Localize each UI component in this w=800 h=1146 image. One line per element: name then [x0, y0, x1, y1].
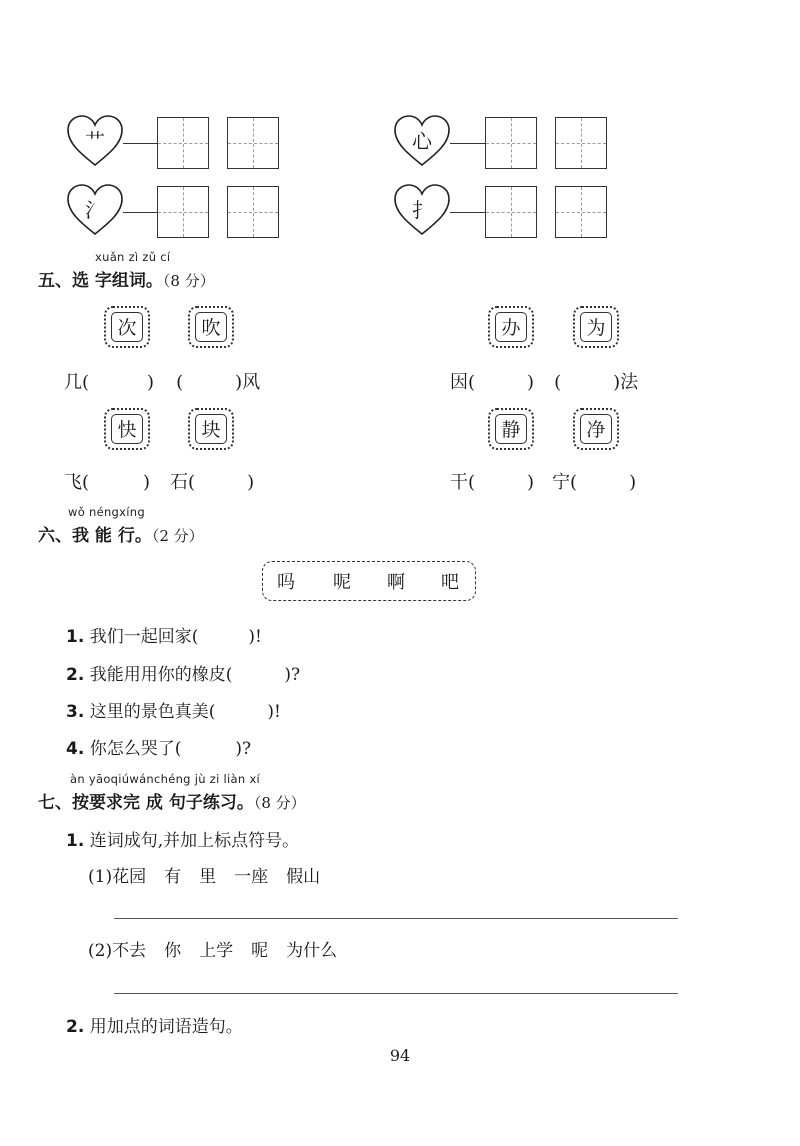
blank-right-text: )风: [235, 372, 261, 393]
writing-box[interactable]: [555, 186, 607, 238]
section6-title: 六、我 能 行。: [38, 526, 152, 546]
writing-box[interactable]: [485, 186, 537, 238]
item-number: 2.: [66, 1017, 85, 1037]
word: 有: [164, 867, 182, 887]
section6-pinyin: wǒ néngxíng: [68, 505, 145, 519]
connector-line: [450, 212, 486, 213]
radical-heart: [66, 115, 124, 167]
connector-line: [123, 212, 158, 213]
stamp-char: 次: [111, 312, 143, 342]
char-stamp: [188, 408, 234, 450]
section7-points: （8 分）: [253, 794, 306, 812]
section5-heading: [38, 266, 215, 291]
word: 里: [199, 867, 217, 887]
section7-pinyin: àn yāoqiúwánchéng jù zi liàn xí: [70, 772, 261, 786]
item-text: 这里的景色真美(: [89, 702, 216, 722]
fill-blank-row: [64, 468, 254, 494]
writing-box[interactable]: [157, 186, 209, 238]
item-number: 1.: [66, 831, 85, 851]
word-order-row: [88, 936, 355, 961]
heart-radical: 扌: [412, 198, 432, 222]
blank-left-text: 几(: [64, 372, 90, 393]
blank-open: 宁(: [552, 472, 578, 493]
choice-word: 吗: [277, 572, 295, 593]
char-stamp: [488, 306, 534, 348]
stamp-char: 快: [111, 414, 143, 444]
section7-title: 七、按要求完 成 句子练习。: [38, 793, 254, 813]
stamp-char: 办: [495, 312, 527, 342]
question-item: [66, 734, 251, 759]
blank-left-text: 飞(: [64, 472, 90, 493]
fill-blank-row: [450, 368, 638, 394]
page-number: 94: [389, 1046, 411, 1065]
word: 呢: [251, 941, 269, 961]
question-item: [66, 1012, 243, 1037]
word-order-row: [88, 862, 338, 887]
section5-pinyin: xuǎn zì zǔ cí: [95, 250, 171, 264]
choice-word: 吧: [441, 572, 459, 593]
stamp-char: 为: [580, 312, 612, 342]
stamp-char: 静: [495, 414, 527, 444]
writing-box[interactable]: [555, 117, 607, 169]
char-stamp: [573, 306, 619, 348]
heart-radical: 心: [412, 129, 432, 153]
word: 不去: [112, 941, 147, 961]
item-number: 2.: [66, 665, 85, 685]
stamp-char: 净: [580, 414, 612, 444]
word: 为什么: [286, 941, 338, 961]
sentence-label: (2): [88, 941, 113, 961]
section6-points: （2 分）: [151, 527, 204, 545]
word: 花园: [112, 867, 147, 887]
heart-radical: 氵: [85, 198, 105, 222]
item-text: 我们一起回家(: [89, 627, 199, 647]
heart-radical: 艹: [85, 129, 105, 153]
char-stamp: [488, 408, 534, 450]
blank-right-text: )法: [613, 372, 639, 393]
item-end: )!: [248, 627, 262, 647]
blank-open: (: [176, 372, 184, 393]
word: 一座: [234, 867, 269, 887]
writing-box[interactable]: [485, 117, 537, 169]
radical-heart: [393, 184, 451, 236]
char-stamp: [104, 408, 150, 450]
blank-right-text: ): [247, 472, 255, 493]
blank-left-text: 因(: [450, 372, 476, 393]
blank-open: 石(: [170, 472, 196, 493]
fill-blank-row: [450, 468, 636, 494]
blank-close: ): [527, 472, 535, 493]
word: 你: [164, 941, 182, 961]
blank-left-text: 干(: [450, 472, 476, 493]
answer-line[interactable]: [114, 918, 678, 919]
connector-line: [450, 143, 486, 144]
blank-close: ): [527, 372, 535, 393]
writing-box[interactable]: [227, 186, 279, 238]
item-end: )!: [267, 702, 281, 722]
word: 上学: [199, 941, 234, 961]
radical-heart: [66, 184, 124, 236]
word-choice-box: [262, 561, 476, 601]
char-stamp: [573, 408, 619, 450]
item-text: 用加点的词语造句。: [89, 1017, 243, 1037]
item-text: 你怎么哭了(: [89, 739, 182, 759]
item-number: 1.: [66, 627, 85, 647]
writing-box[interactable]: [227, 117, 279, 169]
blank-right-text: ): [629, 472, 637, 493]
connector-line: [123, 143, 158, 144]
section5-title: 五、选 字组词。: [38, 271, 163, 291]
radical-heart: [393, 115, 451, 167]
sentence-label: (1): [88, 867, 113, 887]
section5-points: （8 分）: [162, 272, 215, 290]
item-text: 我能用用你的橡皮(: [89, 665, 233, 685]
question-item: [66, 660, 300, 685]
item-number: 4.: [66, 739, 85, 759]
char-stamp: [188, 306, 234, 348]
item-end: )?: [284, 665, 301, 685]
char-stamp: [104, 306, 150, 348]
choice-word: 呢: [333, 572, 351, 593]
section7-heading: [38, 788, 306, 813]
item-number: 3.: [66, 702, 85, 722]
question-item: [66, 622, 262, 647]
blank-close: ): [143, 472, 151, 493]
blank-open: (: [554, 372, 562, 393]
question-item: [66, 826, 299, 851]
writing-box[interactable]: [157, 117, 209, 169]
choice-word: 啊: [387, 572, 405, 593]
answer-line[interactable]: [114, 993, 678, 994]
word: 假山: [286, 867, 321, 887]
item-text: 连词成句,并加上标点符号。: [89, 831, 300, 851]
question-item: [66, 697, 281, 722]
stamp-char: 块: [195, 414, 227, 444]
blank-close: ): [147, 372, 155, 393]
section6-heading: [38, 521, 204, 546]
item-end: )?: [235, 739, 252, 759]
stamp-char: 吹: [195, 312, 227, 342]
fill-blank-row: [64, 368, 260, 394]
